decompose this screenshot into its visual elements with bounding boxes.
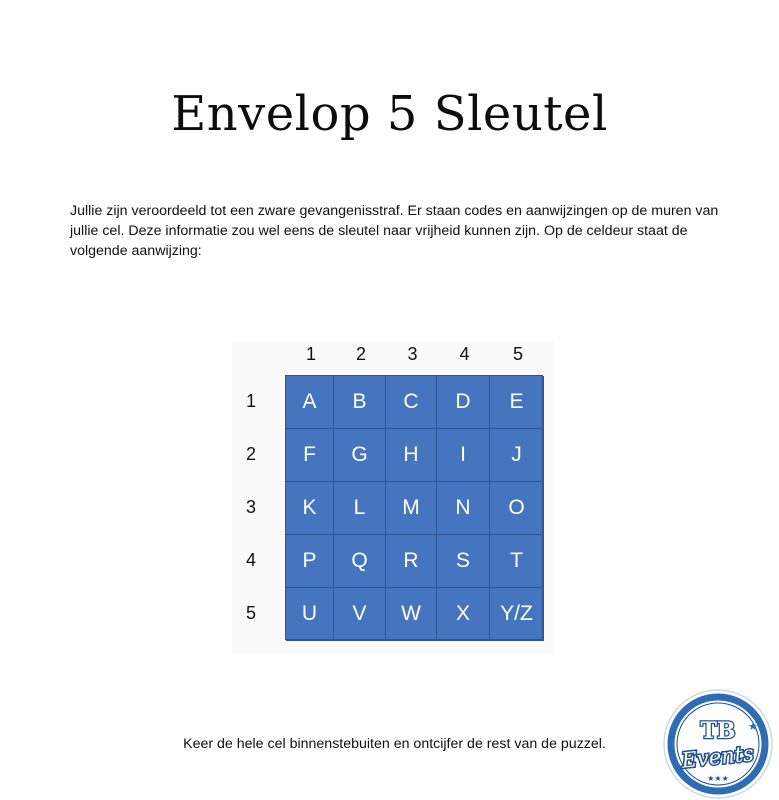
grid-cell: O: [490, 482, 544, 535]
grid-cell: F: [286, 429, 334, 482]
column-header: 1: [305, 344, 316, 364]
column-header: 3: [407, 344, 418, 364]
row-header: 1: [245, 390, 256, 411]
grid-cell: L: [334, 482, 386, 535]
grid-cell: T: [490, 535, 544, 588]
grid-cell: J: [490, 429, 544, 482]
grid-cell: S: [437, 535, 490, 588]
grid-cell: D: [437, 376, 490, 429]
logo-stars: ★★★: [707, 774, 729, 783]
grid-cell: E: [490, 376, 544, 429]
column-header: 5: [512, 344, 523, 364]
row-header: 4: [245, 549, 256, 570]
column-header: 4: [459, 344, 470, 364]
grid-cell: C: [386, 376, 437, 429]
logo-script-text: Events: [680, 741, 755, 773]
grid-cell: X: [437, 588, 490, 641]
grid-cell: W: [386, 588, 437, 641]
grid-cell: H: [386, 429, 437, 482]
grid-cell: R: [386, 535, 437, 588]
grid-cell: Y/Z: [490, 588, 544, 641]
tb-events-logo: [662, 688, 774, 800]
logo-top-text: TB: [700, 718, 736, 744]
grid-cell: N: [437, 482, 490, 535]
grid-cell: M: [386, 482, 437, 535]
page-title: Envelop 5 Sleutel: [171, 86, 608, 142]
column-header: 2: [355, 344, 366, 364]
grid-cell: K: [286, 482, 334, 535]
grid-cell: G: [334, 429, 386, 482]
star-icon: ★: [748, 721, 758, 733]
cipher-grid: [285, 375, 543, 640]
grid-cell: I: [437, 429, 490, 482]
grid-cell: P: [286, 535, 334, 588]
row-header: 5: [245, 602, 256, 623]
grid-cell: U: [286, 588, 334, 641]
footer-text: Keer de hele cel binnenstebuiten en ontcijfer de rest van de puzzel.: [183, 736, 606, 752]
grid-cell: A: [286, 376, 334, 429]
row-header: 2: [245, 443, 256, 464]
intro-paragraph: Jullie zijn veroordeeld tot een zware gevangenisstraf. Er staan codes en aanwijzingen op de muren van jullie cel. Deze informatie zou wel eens de sleutel naar vrijheid kunnen zijn. Op de celdeur staat de volgende aanwijzing:: [70, 203, 719, 259]
grid-cell: Q: [334, 535, 386, 588]
grid-cell: B: [334, 376, 386, 429]
row-header: 3: [245, 496, 256, 517]
grid-cell: V: [334, 588, 386, 641]
